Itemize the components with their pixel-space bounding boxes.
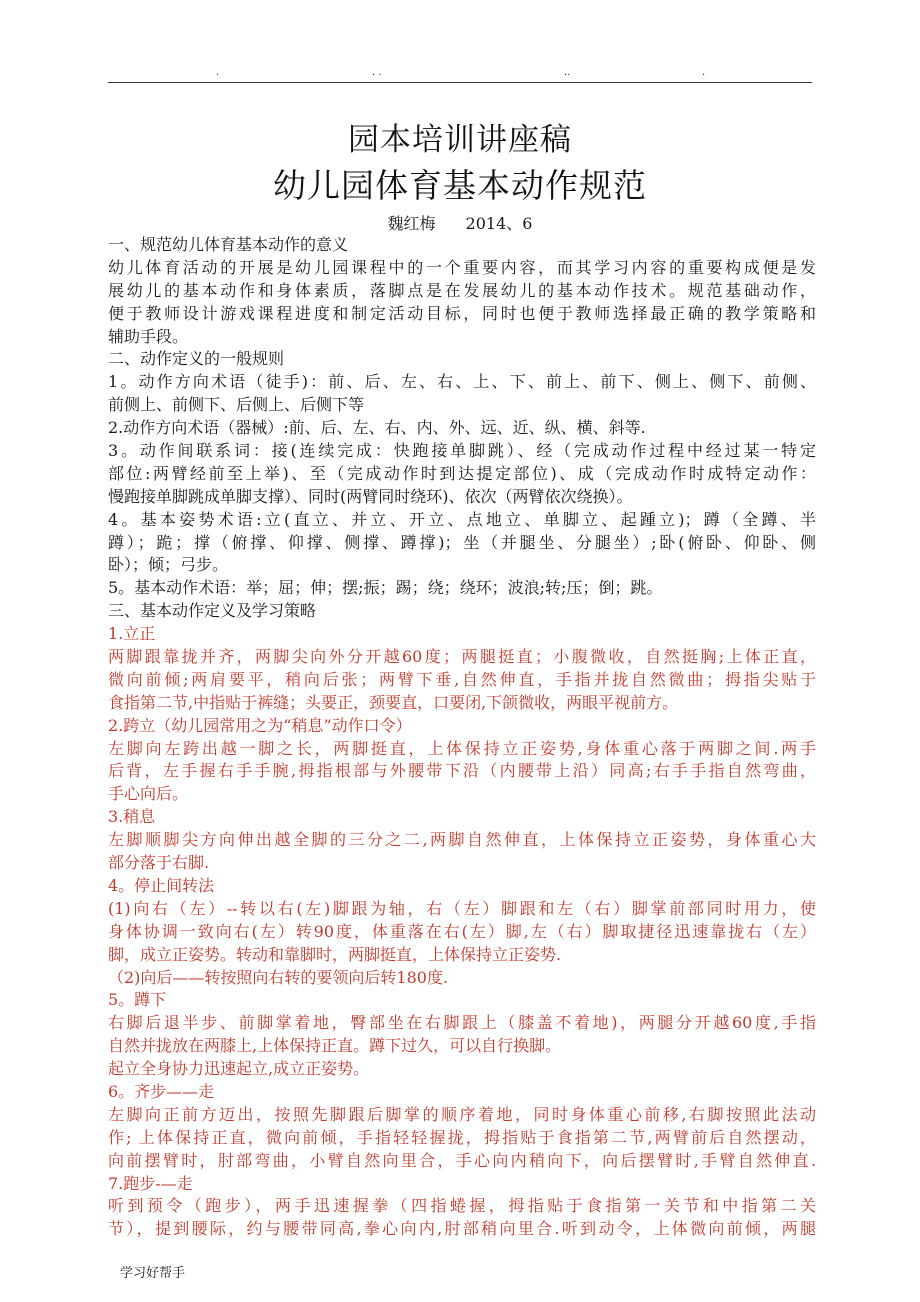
- text-line: 微向前倾;两肩要平，稍向后张；两臂下垂,自然伸直，手指并拢自然微曲；拇指尖贴于: [108, 669, 816, 689]
- text-line: 3.稍息: [108, 807, 156, 827]
- text-line: (1)向右（左）--转以右(左)脚跟为轴，右（左）脚跟和左（右）脚掌前部同时用力，使: [108, 898, 816, 918]
- document-subtitle: 幼儿园体育基本动作规范: [273, 166, 647, 205]
- header-dot-2: . .: [372, 67, 382, 78]
- text-line: 右脚后退半步、前脚掌着地，臀部坐在右脚跟上（膝盖不着地)，两腿分开越60度,手指: [108, 1013, 816, 1033]
- text-line: 二、动作定义的一般规则: [108, 349, 285, 369]
- text-line: 2.跨立（幼儿园常用之为“稍息”动作口令）: [108, 715, 412, 735]
- date: 2014、6: [465, 214, 533, 233]
- text-line: 节），提到腰际，约与腰带同高,拳心向内,肘部稍向里合.听到动令，上体微向前倾，两腿: [108, 1219, 816, 1239]
- header-rule: [108, 82, 812, 83]
- text-line: 身体协调一致向右(左）转90度，体重落在右(左）脚,左（右）脚取捷径迅速靠拢右（左）: [108, 921, 816, 941]
- text-line: 手心向后。: [108, 784, 189, 804]
- text-line: 慢跑接单脚跳成单脚支撑）、同时(两臂同时绕环)、依次（两臂依次绕换）。: [108, 486, 633, 506]
- text-line: 蹲）；跪；撑（俯撑、仰撑、侧撑、蹲撑)；坐（并腿坐、分腿坐）;卧(俯卧、仰卧、侧: [108, 532, 816, 552]
- text-line: 左脚顺脚尖方向伸出越全脚的三分之二,两脚自然伸直，上体保持立正姿势，身体重心大: [108, 830, 816, 850]
- text-line: 部分落于右脚.: [108, 853, 210, 873]
- footer-text: 学习好帮手: [120, 1266, 186, 1281]
- text-line: 2.动作方向术语（器械）:前、后、左、右、内、外、远、近、纵、横、斜等.: [108, 418, 646, 438]
- text-line: 7.跑步-—走: [108, 1173, 193, 1193]
- byline: [0, 211, 920, 234]
- text-line: 食指第二节,中指贴于裤缝；头要正，颈要直，口要闭,下颌微收，两眼平视前方。: [108, 692, 679, 712]
- header-dot-4: .: [702, 67, 706, 78]
- text-line: 1.立正: [108, 624, 156, 644]
- text-line: 便于教师设计游戏课程进度和制定活动目标，同时也便于教师选择最正确的教学策略和: [108, 303, 816, 323]
- text-line: 5。蹲下: [108, 990, 167, 1010]
- text-line: 5。基本动作术语：举；屈；伸；摆;振；踢；绕；绕环；波浪;转;压；倒；跳。: [108, 578, 663, 598]
- text-line: 起立全身协力迅速起立,成立正姿势。: [108, 1059, 370, 1079]
- text-line: 听到预令（跑步），两手迅速握拳（四指蜷握，拇指贴于食指第一关节和中指第二关: [108, 1196, 816, 1216]
- author: 魏红梅: [387, 214, 436, 233]
- text-line: （2)向后——转按照向右转的要领向后转180度.: [108, 967, 449, 987]
- text-line: 展幼儿的基本动作和身体素质，落脚点是在发展幼儿的基本动作技术。规范基础动作，: [108, 280, 816, 300]
- text-line: 4。停止间转法: [108, 875, 215, 895]
- body-text: [108, 234, 816, 1241]
- document-title: 园本培训讲座稿: [348, 122, 572, 158]
- text-line: 后背，左手握右手手腕,拇指根部与外腰带下沿（内腰带上沿）同高;右手手指自然弯曲，: [108, 761, 816, 781]
- header-dot-3: ..: [564, 67, 571, 78]
- text-line: 1。动作方向术语（徒手)：前、后、左、右、上、下、前上、前下、侧上、侧下、前侧、: [108, 372, 816, 392]
- text-line: 两脚跟靠拢并齐，两脚尖向外分开越60度；两腿挺直；小腹微收，自然挺胸;上体正直，: [108, 647, 816, 667]
- text-line: 部位:两臂经前至上举)、至（完成动作时到达提定部位)、成（完成动作时成特定动作：: [108, 463, 816, 483]
- text-line: 前侧上、前侧下、后侧上、后侧下等: [108, 395, 365, 415]
- text-line: 幼儿体育活动的开展是幼儿园课程中的一个重要内容，而其学习内容的重要构成便是发: [108, 257, 816, 277]
- text-line: 自然并拢放在两膝上,上体保持正直。蹲下过久，可以自行换脚。: [108, 1036, 562, 1056]
- text-line: 3。动作间联系词：接(连续完成：快跑接单脚跳）、经（完成动作过程中经过某一特定: [108, 441, 816, 461]
- header-dots: [0, 66, 920, 80]
- text-line: 三、基本动作定义及学习策略: [108, 601, 317, 621]
- text-line: 脚，成立正姿势。转动和靠脚时，两脚挺直，上体保持立正姿势.: [108, 944, 562, 964]
- text-line: 左脚向正前方迈出，按照先脚跟后脚掌的顺序着地，同时身体重心前移,右脚按照此法动: [108, 1104, 816, 1124]
- text-line: 向前摆臂时，肘部弯曲，小臂自然向里合，手心向内稍向下，向后摆臂时,手臂自然伸直.: [108, 1150, 816, 1170]
- text-line: 左脚向左跨出越一脚之长，两脚挺直，上体保持立正姿势,身体重心落于两脚之间.两手: [108, 738, 816, 758]
- header-dot-1: .: [216, 67, 220, 78]
- text-line: 卧）；倾；弓步。: [108, 555, 229, 575]
- text-line: 一、规范幼儿体育基本动作的意义: [108, 235, 349, 254]
- text-line: 4。基本姿势术语:立(直立、并立、开立、点地立、单脚立、起踵立)；蹲（全蹲、半: [108, 509, 816, 529]
- text-line: 辅助手段。: [108, 326, 189, 346]
- text-line: 作; 上体保持正直，微向前倾，手指轻轻握拢，拇指贴于食指第二节,两臂前后自然摆动，: [108, 1127, 816, 1147]
- text-line: 6。齐步——走: [108, 1081, 215, 1101]
